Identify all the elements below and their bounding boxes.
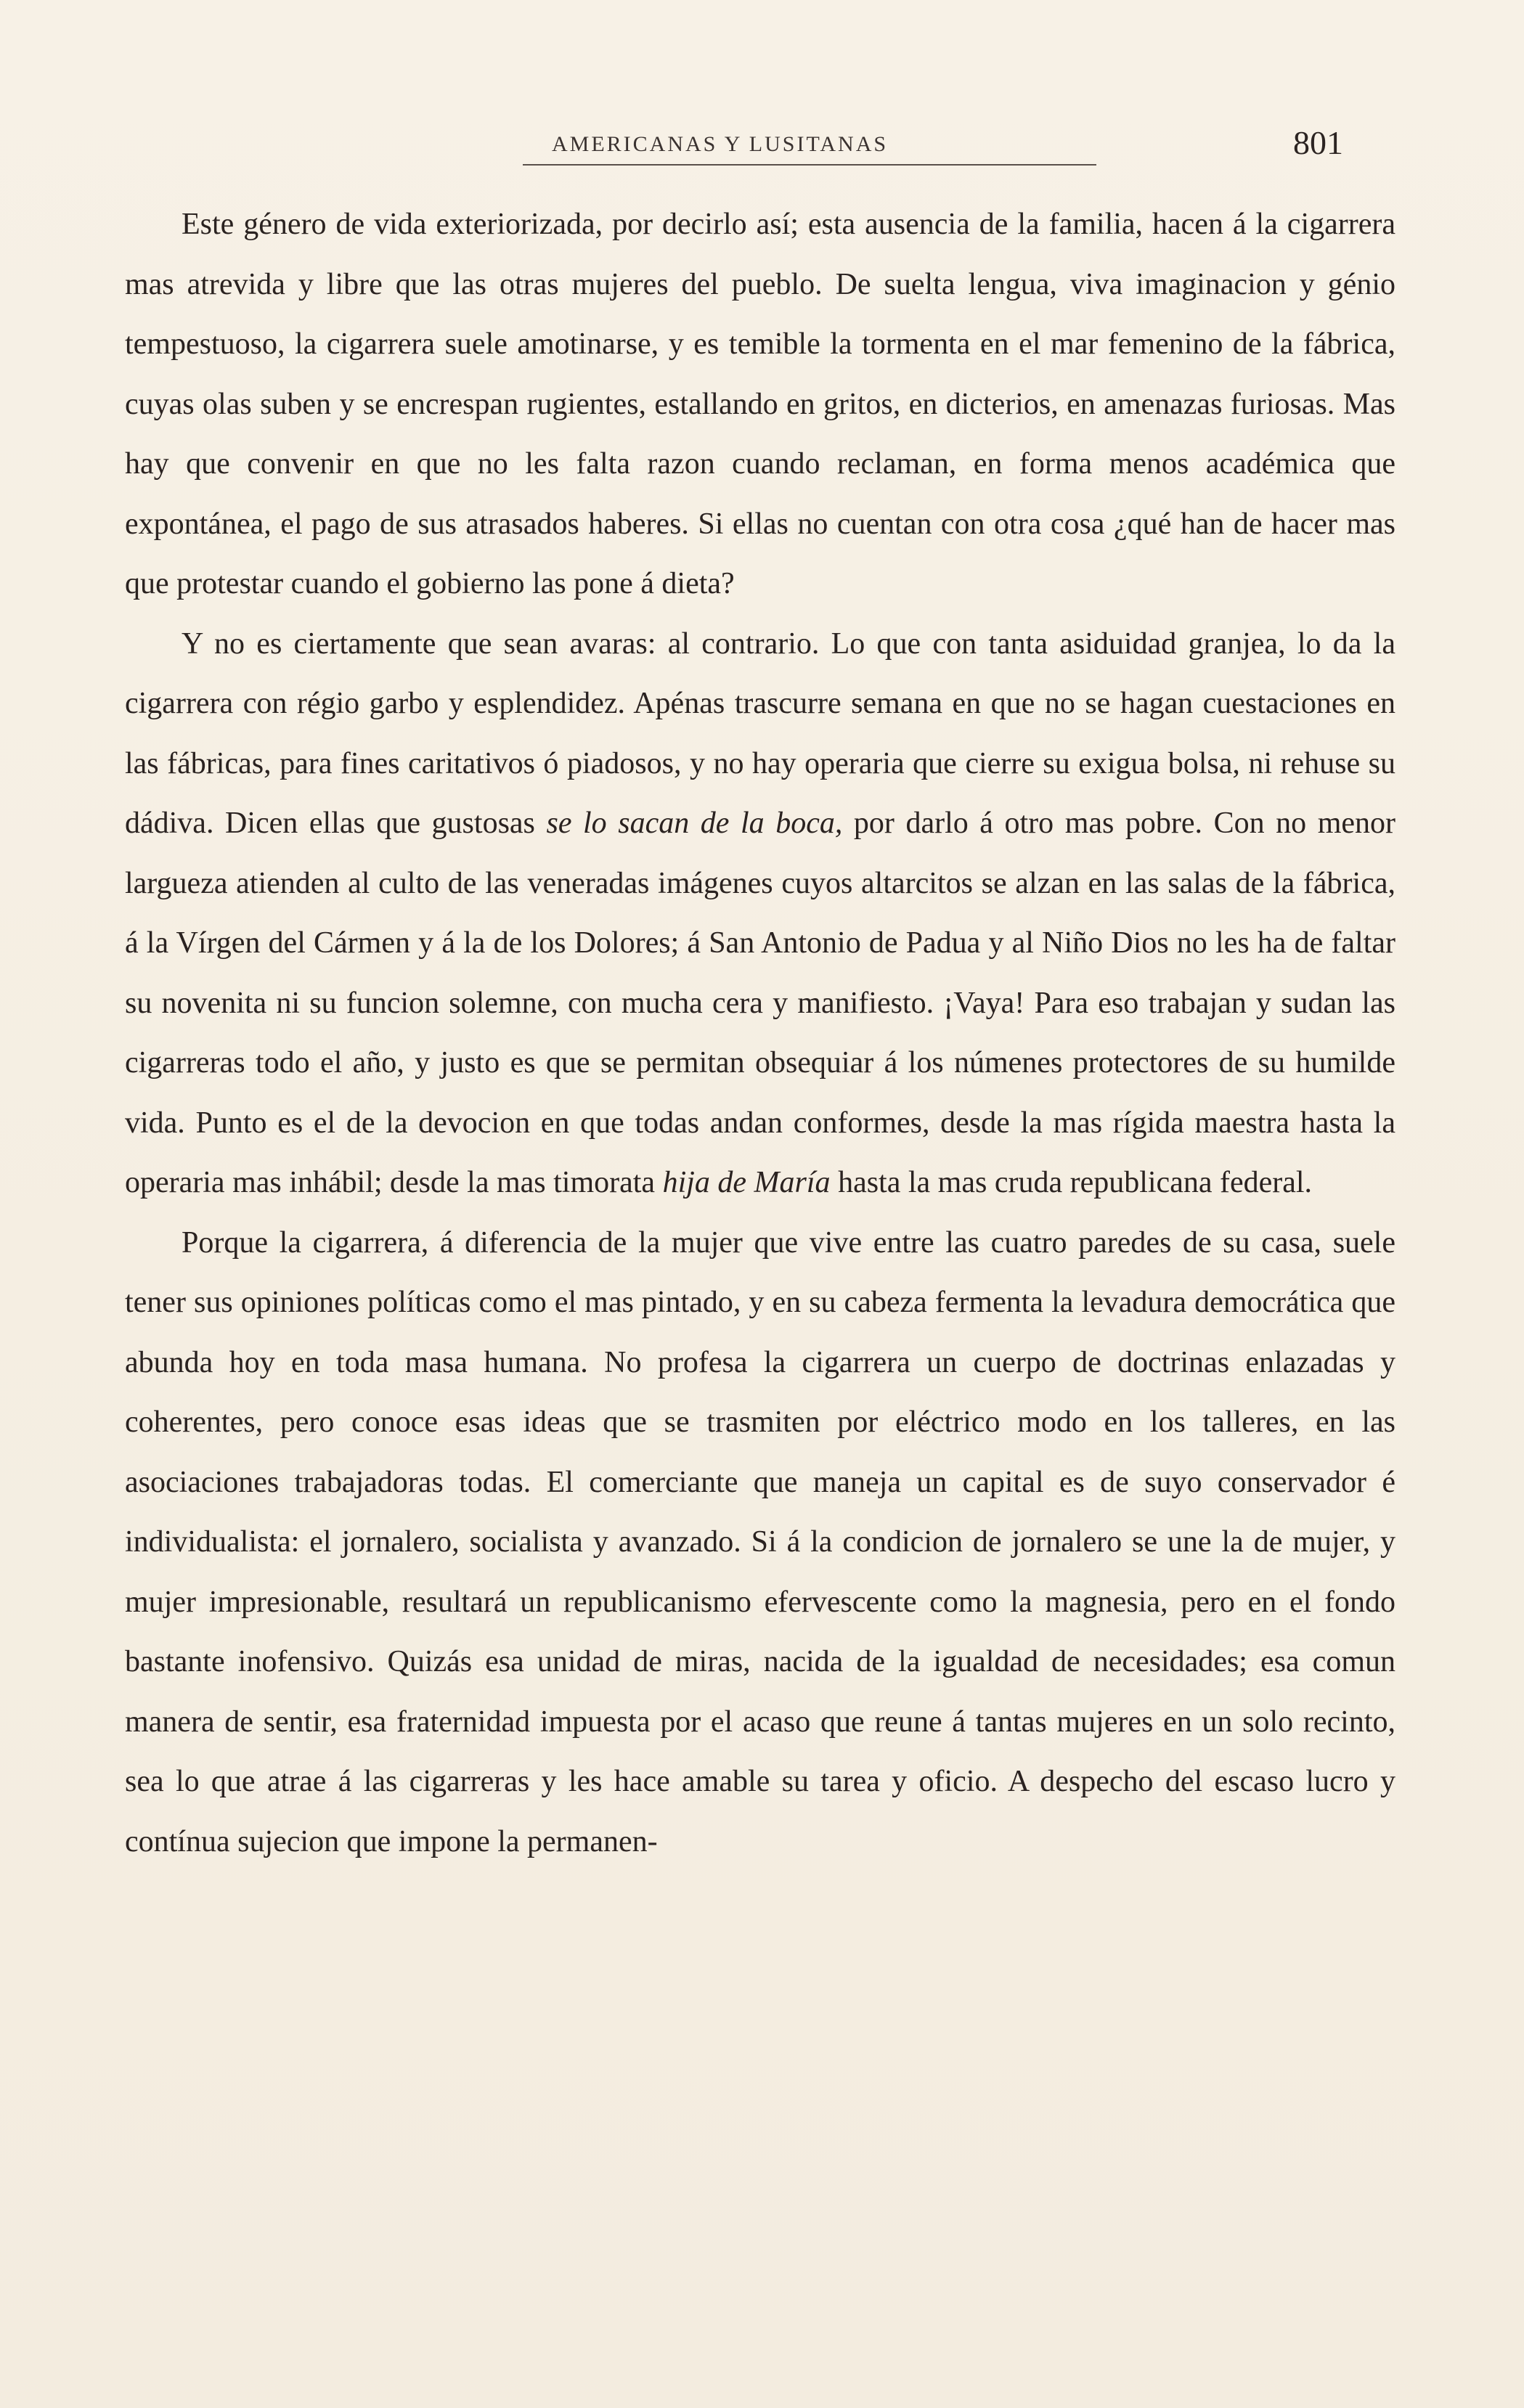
paragraph-2-italic-phrase-1: se lo sacan de la boca,: [546, 807, 843, 840]
paragraph-2-italic-phrase-2: hija de María: [662, 1166, 831, 1199]
paragraph-3-segment-1: Porque la cigarrera, á diferencia de la mujer que vive entre las cuatro paredes de su casa, suele tener sus opiniones políticas como el mas pintado, y en su cabeza fermenta la levadura democrática que abunda hoy en toda masa humana. No profesa la cigarrera un cuerpo de doctrinas enlazadas y coherentes, pero conoce esas ideas que se trasmiten por eléctrico modo en los talleres, en las asociaciones trabajadoras todas. El comerciante que maneja un capital es de suyo conservador é individualista: el jornalero, socialista y avanzado. Si á la condicion de jornalero se une la de mujer, y mujer impresionable, resultará un republicanismo efervescente como la magnesia, pero en el fondo bastante inofensivo. Quizás esa unidad de miras, nacida de la igualdad de necesidades; esa comun manera de sentir, esa fraternidad impuesta por el acaso que reune á tantas mujeres en un solo recinto, sea lo que atrae á las cigarreras y les hace amable su tarea y oficio. A despecho del escaso lucro y contínua sujecion que impone la permanen-: [125, 1225, 1395, 1858]
running-title: AMERICANAS Y LUSITANAS: [552, 132, 889, 156]
paragraph-3: [125, 1213, 1395, 1872]
body-text: [125, 195, 1395, 1872]
header-rule: [523, 164, 1096, 166]
page-header: [116, 123, 1343, 174]
paragraph-2-segment-1: Y no es ciertamente que sean avaras: al contrario. Lo que con tanta asiduidad granjea, lo da la cigarrera con régio garbo y esplendidez. Apénas trascurre semana en que no se hagan cuestaciones en las fábricas, para fines caritativos ó piadosos, y no hay operaria que cierre su exigua bolsa, ni rehuse su dádiva. Dicen ellas que gustosas: [125, 627, 1395, 840]
page-number: 801: [1293, 124, 1343, 161]
paragraph-1: [125, 195, 1395, 614]
paragraph-1-segment-1: Este género de vida exteriorizada, por decirlo así; esta ausencia de la familia, hacen á la cigarrera mas atrevida y libre que las otras mujeres del pueblo. De suelta lengua, viva imaginacion y génio tempestuoso, la cigarrera suele amotinarse, y es temible la tormenta en el mar femenino de la fábrica, cuyas olas suben y se encrespan rugientes, estallando en gritos, en dicterios, en amenazas furiosas. Mas hay que convenir en que no les falta razon cuando reclaman, en forma menos académica que expontánea, el pago de sus atrasados haberes. Si ellas no cuentan con otra cosa ¿qué han de hacer mas que protestar cuando el gobierno las pone á dieta?: [125, 208, 1395, 600]
paragraph-2-segment-3: por darlo á otro mas pobre. Con no menor largueza atienden al culto de las veneradas imágenes cuyos altarcitos se alzan en las salas de la fábrica, á la Vírgen del Cármen y á la de los Dolores; á San Antonio de Padua y al Niño Dios no les ha de faltar su novenita ni su funcion solemne, con mucha cera y manifiesto. ¡Vaya! Para eso trabajan y sudan las cigarreras todo el año, y justo es que se permitan obsequiar á los númenes protectores de su humilde vida. Punto es el de la devocion en que todas andan conformes, desde la mas rígida maestra hasta la operaria mas inhábil; desde la mas timorata: [125, 807, 1396, 1199]
paragraph-2-segment-5: hasta la mas cruda republicana federal.: [830, 1166, 1313, 1199]
paragraph-2: [125, 614, 1395, 1213]
